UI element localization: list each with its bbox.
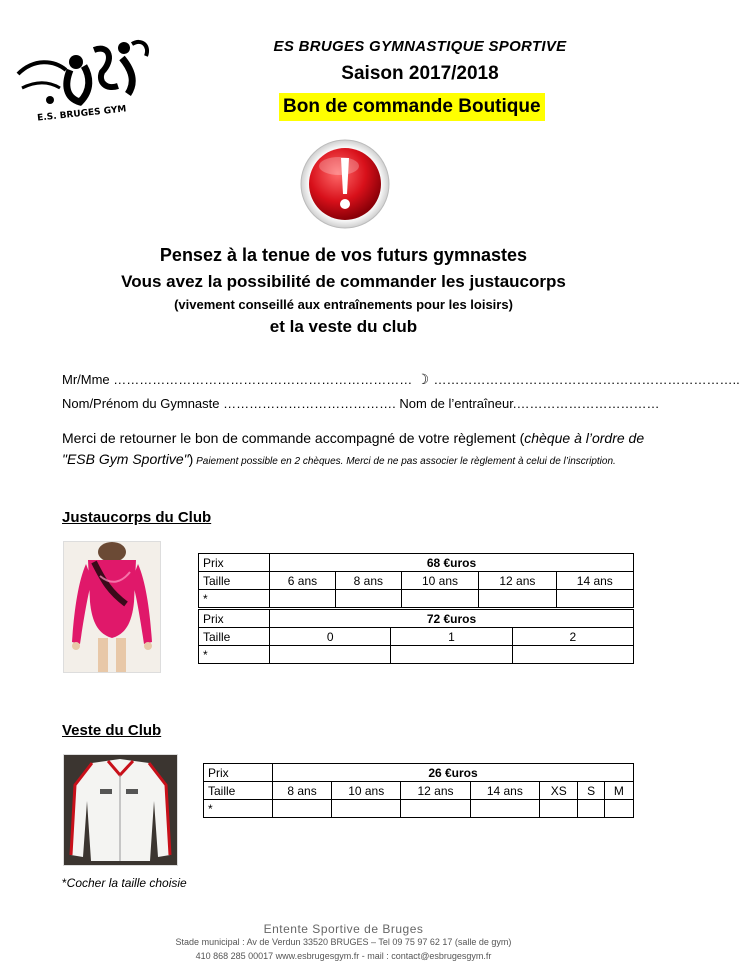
size-option: 0 bbox=[270, 628, 391, 646]
footer-contact: 410 868 285 00017 www.esbrugesgym.fr - mail : contact@esbrugesgym.fr bbox=[195, 951, 492, 961]
gymnast-field[interactable]: …………………………………. bbox=[223, 396, 396, 411]
footer-organisation: Entente Sportive de Bruges bbox=[263, 922, 424, 936]
leotard-table-1 bbox=[198, 553, 634, 608]
instructions-text: Merci de retourner le bon de commande accompagné de votre règlement ( bbox=[62, 430, 525, 446]
note-text: Cocher la taille choisie bbox=[66, 876, 187, 890]
coach-label: Nom de l’entraîneur. bbox=[399, 396, 517, 411]
size-checkbox[interactable] bbox=[556, 590, 633, 608]
size-checkbox[interactable] bbox=[401, 800, 470, 818]
order-form-title: Bon de commande Boutique bbox=[279, 93, 545, 121]
intro-line-1: Pensez à la tenue de vos futurs gymnastes bbox=[159, 245, 528, 265]
cheque-order: chèque à l’ordre de "ESB Gym Sportive" bbox=[62, 430, 645, 467]
price-label: Prix bbox=[204, 764, 273, 782]
parent-label: Mr/Mme bbox=[62, 372, 110, 387]
phone-icon: ☽ bbox=[416, 371, 430, 387]
size-label: Taille bbox=[204, 782, 273, 800]
size-checkbox[interactable] bbox=[335, 590, 401, 608]
size-option: 12 ans bbox=[401, 782, 470, 800]
size-option: 14 ans bbox=[556, 572, 633, 590]
selection-mark: * bbox=[199, 590, 270, 608]
leotard-photo bbox=[63, 541, 161, 673]
instructions bbox=[62, 428, 647, 472]
price-value: 26 €uros bbox=[273, 764, 634, 782]
footer-address: Stade municipal : Av de Verdun 33520 BRUGES – Tel 09 75 97 62 17 (salle de gym) bbox=[175, 937, 512, 947]
parent-line bbox=[62, 371, 740, 388]
payment-note: Paiement possible en 2 chèques. Merci de ne pas associer le règlement à celui de l’inscription. bbox=[193, 456, 616, 467]
size-option: 2 bbox=[512, 628, 633, 646]
size-label: Taille bbox=[199, 572, 270, 590]
size-checkbox[interactable] bbox=[391, 646, 512, 664]
parent-field[interactable]: …………………………………………………………… bbox=[113, 372, 413, 387]
size-option: 14 ans bbox=[470, 782, 539, 800]
gymnast-line bbox=[62, 396, 659, 411]
size-option: 8 ans bbox=[335, 572, 401, 590]
size-option: XS bbox=[539, 782, 578, 800]
size-option: M bbox=[604, 782, 633, 800]
justaucorps-title: Justaucorps du Club bbox=[62, 509, 212, 526]
instructions-close: ) bbox=[188, 451, 194, 467]
size-checkbox[interactable] bbox=[512, 646, 633, 664]
size-option: 8 ans bbox=[273, 782, 332, 800]
club-logo bbox=[14, 30, 154, 124]
jacket-table bbox=[203, 763, 634, 818]
size-checkbox[interactable] bbox=[273, 800, 332, 818]
size-checkbox[interactable] bbox=[270, 646, 391, 664]
size-option: 6 ans bbox=[270, 572, 336, 590]
size-checkbox[interactable] bbox=[479, 590, 556, 608]
size-checkbox[interactable] bbox=[604, 800, 633, 818]
note-star: * bbox=[62, 876, 67, 890]
gymnast-label: Nom/Prénom du Gymnaste bbox=[62, 396, 220, 411]
selection-mark: * bbox=[199, 646, 270, 664]
size-option: S bbox=[578, 782, 604, 800]
leotard-table-2 bbox=[198, 609, 634, 664]
intro-line-2: Vous avez la possibilité de commander les justaucorps bbox=[121, 272, 566, 291]
size-checkbox[interactable] bbox=[470, 800, 539, 818]
size-checkbox[interactable] bbox=[578, 800, 604, 818]
size-option: 10 ans bbox=[401, 572, 478, 590]
price-label: Prix bbox=[199, 610, 270, 628]
price-value: 68 €uros bbox=[270, 554, 634, 572]
size-note bbox=[62, 876, 187, 890]
size-option: 10 ans bbox=[332, 782, 401, 800]
size-checkbox[interactable] bbox=[332, 800, 401, 818]
selection-mark: * bbox=[204, 800, 273, 818]
intro-line-4: et la veste du club bbox=[269, 317, 418, 336]
intro-line-3: (vivement conseillé aux entraînements pour les loisirs) bbox=[174, 297, 513, 312]
jacket-photo bbox=[63, 754, 178, 866]
size-checkbox[interactable] bbox=[270, 590, 336, 608]
size-checkbox[interactable] bbox=[401, 590, 478, 608]
price-value: 72 €uros bbox=[270, 610, 634, 628]
size-option: 1 bbox=[391, 628, 512, 646]
club-name: ES BRUGES GYMNASTIQUE SPORTIVE bbox=[273, 38, 567, 55]
logo-text: E.S. BRUGES GYM bbox=[36, 104, 127, 124]
phone-field[interactable]: …………………………………………………………….. bbox=[433, 372, 740, 387]
size-option: 12 ans bbox=[479, 572, 556, 590]
price-label: Prix bbox=[199, 554, 270, 572]
coach-field[interactable]: …………………………… bbox=[516, 396, 660, 411]
season-title: Saison 2017/2018 bbox=[341, 63, 499, 84]
size-label: Taille bbox=[199, 628, 270, 646]
jacket-title: Veste du Club bbox=[62, 722, 162, 739]
size-checkbox[interactable] bbox=[539, 800, 578, 818]
warning-icon bbox=[299, 138, 391, 230]
